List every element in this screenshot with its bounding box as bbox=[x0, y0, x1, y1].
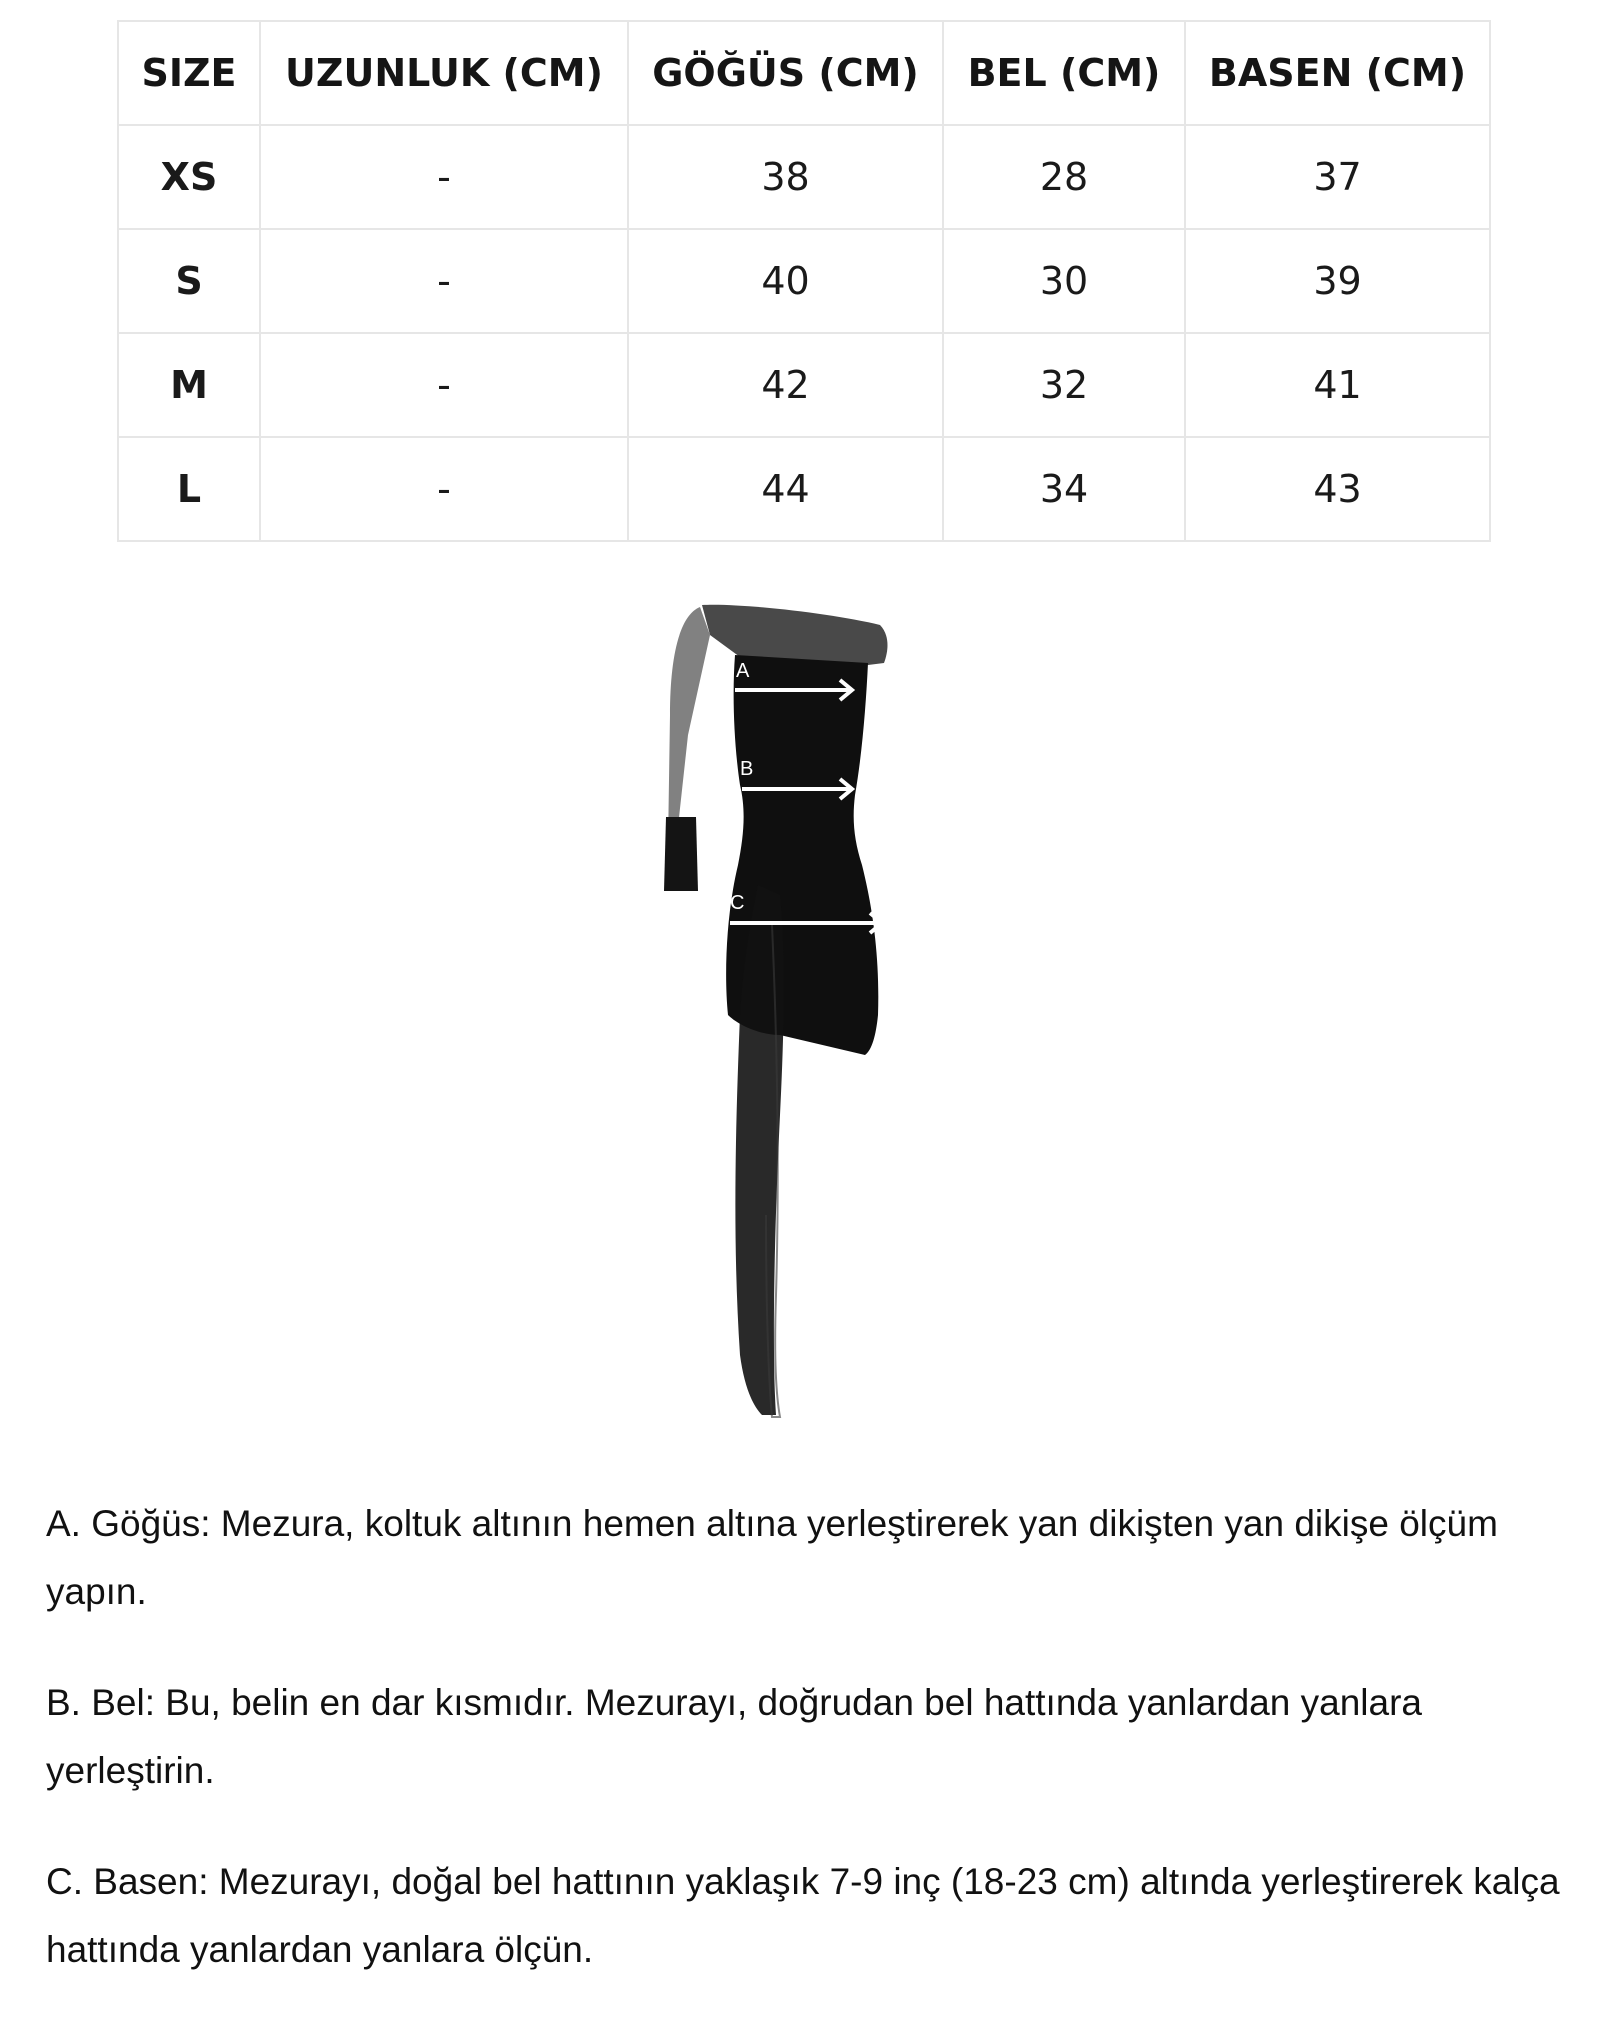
cell-length: - bbox=[260, 437, 628, 541]
cell-waist: 30 bbox=[943, 229, 1185, 333]
note-waist: B. Bel: Bu, belin en dar kısmıdır. Mezurayı, doğrudan bel hattında yanlardan yanlara yerleştirin. bbox=[46, 1682, 1422, 1791]
header-size: SIZE bbox=[118, 21, 260, 125]
size-chart-table bbox=[117, 20, 1491, 542]
header-hip: BASEN (CM) bbox=[1185, 21, 1490, 125]
cell-waist: 32 bbox=[943, 333, 1185, 437]
cell-length: - bbox=[260, 125, 628, 229]
dress-illustration bbox=[640, 595, 960, 1420]
cell-waist: 34 bbox=[943, 437, 1185, 541]
table-row bbox=[118, 333, 1490, 437]
cell-chest: 38 bbox=[628, 125, 943, 229]
cell-waist: 28 bbox=[943, 125, 1185, 229]
cell-length: - bbox=[260, 333, 628, 437]
table-row bbox=[118, 229, 1490, 333]
cell-hip: 39 bbox=[1185, 229, 1490, 333]
cell-size: L bbox=[118, 437, 260, 541]
marker-a-label: A bbox=[736, 660, 750, 682]
cell-length: - bbox=[260, 229, 628, 333]
table-header-row bbox=[118, 21, 1490, 125]
header-chest: GÖĞÜS (CM) bbox=[628, 21, 943, 125]
table-row bbox=[118, 437, 1490, 541]
table-row bbox=[118, 125, 1490, 229]
measurement-instructions bbox=[46, 1490, 1566, 2027]
cell-hip: 43 bbox=[1185, 437, 1490, 541]
cell-chest: 40 bbox=[628, 229, 943, 333]
dress-shape bbox=[664, 605, 887, 1417]
header-length: UZUNLUK (CM) bbox=[260, 21, 628, 125]
cell-chest: 42 bbox=[628, 333, 943, 437]
cell-size: M bbox=[118, 333, 260, 437]
marker-b-label: B bbox=[740, 758, 754, 780]
cell-hip: 41 bbox=[1185, 333, 1490, 437]
cell-size: XS bbox=[118, 125, 260, 229]
cell-size: S bbox=[118, 229, 260, 333]
cell-chest: 44 bbox=[628, 437, 943, 541]
note-hip: C. Basen: Mezurayı, doğal bel hattının yaklaşık 7-9 inç (18-23 cm) altında yerleştirerek kalça hattında yanlardan yanlara ölçün. bbox=[46, 1861, 1560, 1970]
header-waist: BEL (CM) bbox=[943, 21, 1185, 125]
cell-hip: 37 bbox=[1185, 125, 1490, 229]
marker-c-label: C bbox=[730, 892, 745, 914]
note-chest: A. Göğüs: Mezura, koltuk altının hemen altına yerleştirerek yan dikişten yan dikişe ölçüm yapın. bbox=[46, 1503, 1498, 1612]
